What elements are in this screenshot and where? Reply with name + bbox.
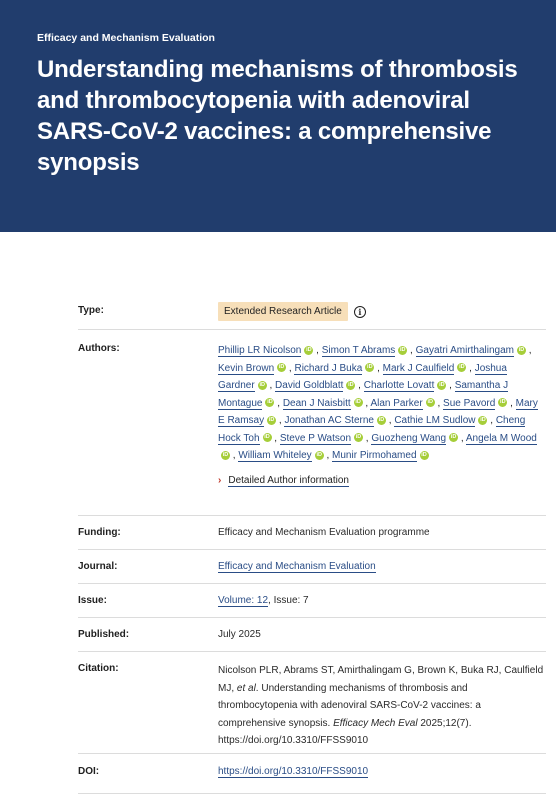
orcid-icon[interactable]: iD bbox=[277, 363, 286, 372]
author-separator: , bbox=[313, 345, 322, 356]
author-link[interactable]: Simon T Abrams bbox=[321, 345, 396, 356]
author-link[interactable]: Dean J Naisbitt bbox=[282, 397, 351, 409]
author-link[interactable]: Phillip LR Nicolson bbox=[218, 345, 302, 356]
author-link[interactable]: Munir Pirmohamed bbox=[332, 450, 417, 461]
orcid-icon[interactable]: iD bbox=[354, 433, 363, 442]
orcid-icon[interactable]: iD bbox=[315, 451, 324, 460]
author-separator: , bbox=[276, 415, 285, 426]
author-link[interactable]: Samantha J Montague bbox=[218, 380, 509, 409]
author-link[interactable]: Gayatri Amirthalingam bbox=[415, 345, 514, 356]
author-entry bbox=[322, 345, 416, 356]
orcid-icon[interactable]: iD bbox=[449, 433, 458, 442]
author-separator: , bbox=[355, 380, 364, 391]
author-entry bbox=[443, 398, 516, 409]
author-link[interactable]: Jonathan AC Sterne bbox=[284, 415, 374, 426]
type-label: Type: bbox=[78, 305, 104, 316]
author-entry bbox=[275, 380, 364, 391]
author-link[interactable]: Steve P Watson bbox=[279, 432, 352, 444]
author-link[interactable]: William Whiteley bbox=[238, 450, 312, 461]
journal-row bbox=[78, 550, 546, 584]
author-entry bbox=[416, 345, 532, 356]
author-entry bbox=[218, 363, 294, 374]
orcid-icon[interactable]: iD bbox=[365, 363, 374, 372]
article-details bbox=[78, 292, 546, 794]
author-separator: , bbox=[362, 397, 371, 409]
doi-value bbox=[218, 754, 546, 793]
orcid-icon[interactable]: iD bbox=[354, 398, 363, 407]
article-title: Understanding mechanisms of thrombosis and thrombocytopenia with adenoviral SARS-CoV-2 vaccines: a comprehensive synopsis bbox=[37, 56, 518, 176]
citation-text-2: . Understanding mechanisms of thrombosis and thrombocytopenia with adenoviral SARS-CoV-2 vaccines: a comprehensive synopsis. bbox=[218, 682, 481, 729]
published-row bbox=[78, 618, 546, 652]
funding-label: Funding: bbox=[78, 527, 121, 538]
orcid-icon[interactable]: iD bbox=[398, 346, 407, 355]
type-row bbox=[78, 292, 546, 330]
author-entry bbox=[283, 398, 371, 409]
author-entry bbox=[332, 450, 428, 461]
orcid-icon[interactable]: iD bbox=[420, 451, 429, 460]
orcid-icon[interactable]: iD bbox=[498, 398, 507, 407]
author-link[interactable]: Kevin Brown bbox=[218, 362, 275, 374]
author-separator: , bbox=[385, 415, 395, 426]
info-icon[interactable]: i bbox=[354, 306, 366, 318]
author-link[interactable]: Cathie LM Sudlow bbox=[394, 415, 476, 426]
author-separator: , bbox=[407, 345, 416, 356]
author-separator: , bbox=[526, 345, 532, 356]
detailed-author-info-link[interactable]: Detailed Author information bbox=[228, 474, 349, 486]
author-link[interactable]: Charlotte Lovatt bbox=[363, 380, 435, 391]
citation-text-3: 2025;12(7). https://doi.org/10.3310/FFSS9010 bbox=[218, 717, 472, 746]
doi-row bbox=[78, 754, 546, 794]
author-link[interactable]: Cheng Hock Toh bbox=[218, 415, 526, 444]
orcid-icon[interactable]: iD bbox=[304, 346, 313, 355]
orcid-icon[interactable]: iD bbox=[377, 416, 386, 425]
citation-value bbox=[218, 652, 546, 753]
author-link[interactable]: Angela M Wood bbox=[465, 432, 537, 444]
funding-row bbox=[78, 516, 546, 550]
issue-number: , Issue: 7 bbox=[268, 595, 309, 606]
orcid-icon[interactable]: iD bbox=[221, 451, 230, 460]
doi-label: DOI: bbox=[78, 766, 100, 777]
issue-row bbox=[78, 584, 546, 618]
published-label: Published: bbox=[78, 629, 130, 640]
author-separator: , bbox=[434, 397, 444, 409]
journal-kicker[interactable]: Efficacy and Mechanism Evaluation bbox=[37, 32, 215, 44]
author-entry bbox=[383, 363, 475, 374]
detailed-author-info-toggle[interactable] bbox=[218, 475, 546, 487]
author-entry bbox=[280, 433, 372, 444]
funding-value: Efficacy and Mechanism Evaluation programme bbox=[218, 527, 430, 538]
author-entry bbox=[371, 433, 465, 444]
author-separator: , bbox=[458, 432, 466, 444]
author-entry bbox=[218, 345, 322, 356]
orcid-icon[interactable]: iD bbox=[265, 398, 274, 407]
citation-label: Citation: bbox=[78, 663, 119, 674]
author-separator: , bbox=[266, 380, 276, 391]
type-badge: Extended Research Article bbox=[218, 302, 348, 321]
author-separator: , bbox=[507, 397, 516, 409]
author-entry bbox=[238, 450, 332, 461]
author-entry bbox=[294, 363, 382, 374]
author-separator: , bbox=[323, 450, 333, 461]
author-separator: , bbox=[230, 450, 239, 461]
author-link[interactable]: Joshua Gardner bbox=[218, 362, 507, 391]
author-link[interactable]: Guozheng Wang bbox=[371, 432, 447, 444]
author-link[interactable]: Mary E Ramsay bbox=[218, 397, 538, 426]
author-separator: , bbox=[274, 397, 283, 409]
chevron-right-icon: › bbox=[218, 475, 222, 486]
volume-link[interactable]: Volume: 12 bbox=[218, 595, 269, 606]
author-entry bbox=[370, 398, 443, 409]
author-link[interactable]: Sue Pavord bbox=[443, 397, 496, 409]
author-link[interactable]: Richard J Buka bbox=[294, 362, 363, 374]
journal-value bbox=[218, 550, 546, 583]
citation-et-al: et al bbox=[236, 682, 256, 694]
author-entry bbox=[364, 380, 455, 391]
doi-link[interactable]: https://doi.org/10.3310/FFSS9010 bbox=[218, 766, 369, 777]
author-link[interactable]: Mark J Caulfield bbox=[382, 362, 455, 374]
issue-label: Issue: bbox=[78, 595, 107, 606]
author-link[interactable]: David Goldblatt bbox=[275, 380, 344, 391]
type-value bbox=[218, 292, 546, 329]
orcid-icon[interactable]: iD bbox=[437, 381, 446, 390]
article-header bbox=[0, 0, 556, 232]
orcid-icon[interactable]: iD bbox=[478, 416, 487, 425]
author-separator: , bbox=[271, 432, 280, 444]
journal-label: Journal: bbox=[78, 561, 118, 572]
authors-label: Authors: bbox=[78, 343, 120, 354]
citation-row bbox=[78, 652, 546, 754]
orcid-icon[interactable]: iD bbox=[517, 346, 526, 355]
author-entry bbox=[284, 415, 394, 426]
journal-link[interactable]: Efficacy and Mechanism Evaluation bbox=[218, 561, 376, 572]
citation-journal: Efficacy Mech Eval bbox=[333, 717, 418, 729]
author-entry bbox=[394, 415, 496, 426]
author-separator: , bbox=[446, 380, 455, 391]
orcid-icon[interactable]: iD bbox=[426, 398, 435, 407]
author-separator: , bbox=[466, 362, 475, 374]
author-separator: , bbox=[374, 362, 383, 374]
authors-row bbox=[78, 330, 546, 516]
orcid-icon[interactable]: iD bbox=[457, 363, 466, 372]
authors-list bbox=[218, 342, 538, 465]
orcid-icon[interactable]: iD bbox=[258, 381, 267, 390]
author-link[interactable]: Alan Parker bbox=[370, 397, 423, 409]
orcid-icon[interactable]: iD bbox=[267, 416, 276, 425]
author-separator: , bbox=[286, 362, 295, 374]
orcid-icon[interactable]: iD bbox=[346, 381, 355, 390]
author-separator: , bbox=[487, 415, 496, 426]
orcid-icon[interactable]: iD bbox=[263, 433, 272, 442]
authors-value bbox=[218, 330, 546, 515]
citation-text-1: Nicolson PLR, Abrams ST, Amirthalingam G, Brown K, Buka RJ, Caulfield MJ, bbox=[218, 665, 544, 694]
issue-value bbox=[218, 584, 546, 617]
published-value: July 2025 bbox=[218, 629, 261, 640]
author-separator: , bbox=[363, 432, 372, 444]
